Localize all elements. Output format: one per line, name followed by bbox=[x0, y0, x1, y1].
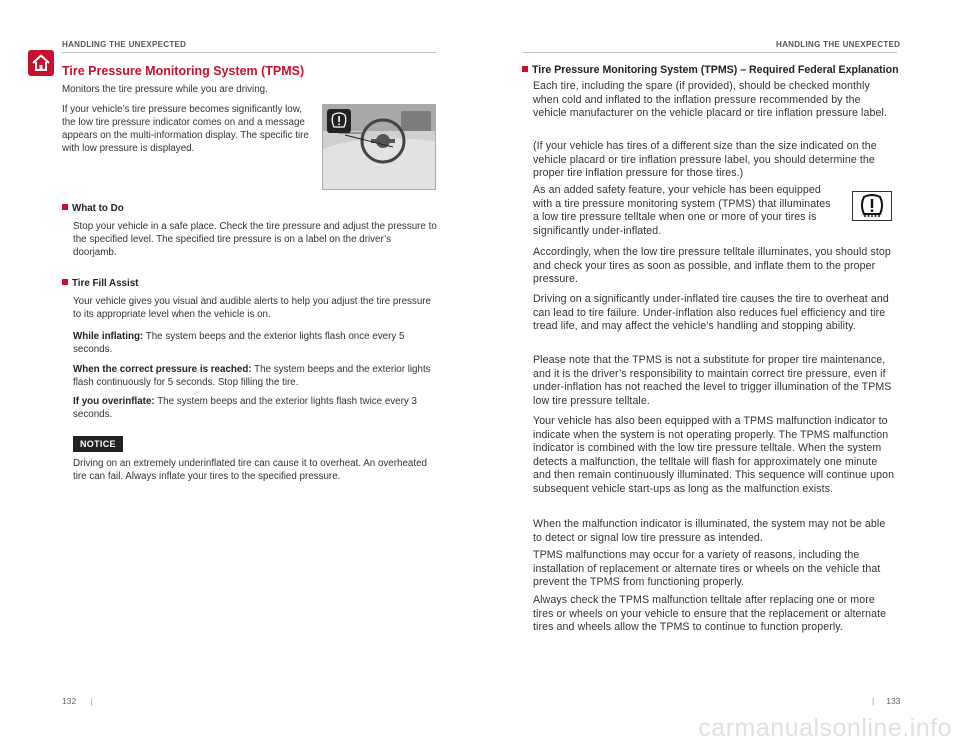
federal-paragraph: Please note that the TPMS is not a substitute for proper tire maintenance, and it is the driver’s responsibility to maintain correct tire pressure, even if under-inflation has not reached the level to trigger illumination of the TPMS low tire pressure telltale. bbox=[533, 354, 892, 407]
intro-description: If your vehicle’s tire pressure becomes significantly low, the low tire pressure indicator comes on and a message appears on the multi-information display. The specific tire with low pressure is displayed. bbox=[62, 104, 309, 154]
what-to-do-body: Stop your vehicle in a safe place. Check the tire pressure and adjust the pressure to the specified level. The specified tire pressure is on a label on the driver’s doorjamb. bbox=[73, 221, 437, 258]
federal-paragraph: As an added safety feature, your vehicle has been equipped with a tire pressure monitoring system (TPMS) that illuminates a low tire pressure telltale when one or more of your tires is significantly under-inflated. bbox=[533, 184, 831, 237]
while-inflating-text: While inflating: The system beeps and the exterior lights flash once every 5 seconds. bbox=[73, 331, 405, 355]
pressure-reached-text: When the correct pressure is reached: The system beeps and the exterior lights flash continuously for 5 seconds. Stop filling the tire. bbox=[73, 364, 431, 388]
federal-paragraph: Your vehicle has also been equipped with a TPMS malfunction indicator to indicate when the system is not operating properly. The TPMS malfunction indicator is combined with the low tire pressure telltale. When the system detects a malfunction, the telltale will flash for approximately one minute and then remain continuously illuminated. This sequence will continue upon subsequent vehicle start-ups as long as the malfunction exists. bbox=[533, 415, 895, 495]
notice-badge: NOTICE bbox=[73, 436, 123, 452]
bullet-square-icon bbox=[62, 204, 68, 210]
left-header-rule bbox=[62, 52, 436, 53]
right-section-header: HANDLING THE UNEXPECTED bbox=[776, 40, 901, 49]
notice-text: Driving on an extremely underinflated tire can cause it to overheat. An overheated tire can fail. Always inflate your tires to the specified pressure. bbox=[73, 458, 427, 482]
federal-paragraph: Each tire, including the spare (if provided), should be checked monthly when cold and inflated to the inflation pressure recommended by the vehicle manufacturer on the vehicle placard or tire inflation pressure label. bbox=[533, 80, 887, 119]
overinflate-text: If you overinflate: The system beeps and the exterior lights flash twice every 3 seconds. bbox=[73, 396, 417, 420]
federal-paragraph: Driving on a significantly under-inflated tire causes the tire to overheat and can lead to tire failure. Under-inflation also reduces fuel efficiency and tire tread life, and may affect the vehicle’s handling and stopping ability. bbox=[533, 293, 889, 332]
tpms-telltale-icon bbox=[852, 191, 892, 221]
what-to-do-heading: What to Do bbox=[62, 203, 124, 214]
dashboard-image bbox=[322, 104, 436, 190]
federal-paragraph: (If your vehicle has tires of a different size than the size indicated on the vehicle placard or tire inflation pressure label, you should determine the proper tire inflation pressure for those tires.) bbox=[533, 140, 877, 179]
right-header-rule bbox=[523, 52, 897, 53]
left-page-number: 132 | bbox=[62, 696, 93, 706]
left-section-header: HANDLING THE UNEXPECTED bbox=[62, 40, 187, 49]
tire-fill-body: Your vehicle gives you visual and audible alerts to help you adjust the tire pressure to its appropriate level when the vehicle is on. bbox=[73, 296, 431, 320]
bullet-square-icon bbox=[62, 279, 68, 285]
federal-paragraph: When the malfunction indicator is illuminated, the system may not be able to detect or signal low tire pressure as intended. bbox=[533, 518, 886, 544]
federal-explanation-heading: Tire Pressure Monitoring System (TPMS) – Required Federal Explanation bbox=[522, 64, 899, 76]
intro-text: Monitors the tire pressure while you are driving. bbox=[62, 84, 268, 95]
page-title: Tire Pressure Monitoring System (TPMS) bbox=[62, 64, 305, 78]
home-icon[interactable] bbox=[28, 50, 54, 76]
bullet-square-icon bbox=[522, 66, 528, 72]
federal-paragraph: Always check the TPMS malfunction telltale after replacing one or more tires or wheels on your vehicle to ensure that the replacement or alternate tires and wheels allow the TPMS to continue to function properly. bbox=[533, 594, 887, 633]
federal-paragraph: TPMS malfunctions may occur for a variety of reasons, including the installation of replacement or alternate tires or wheels on the vehicle that prevent the TPMS from functioning properly. bbox=[533, 549, 881, 588]
tire-fill-heading: Tire Fill Assist bbox=[62, 278, 138, 289]
watermark-text: carmanualsonline.info bbox=[698, 714, 952, 742]
federal-paragraph: Accordingly, when the low tire pressure telltale illuminates, you should stop and check your tires as soon as possible, and inflate them to the proper pressure. bbox=[533, 246, 891, 285]
right-page-number: | 133 bbox=[872, 696, 901, 706]
